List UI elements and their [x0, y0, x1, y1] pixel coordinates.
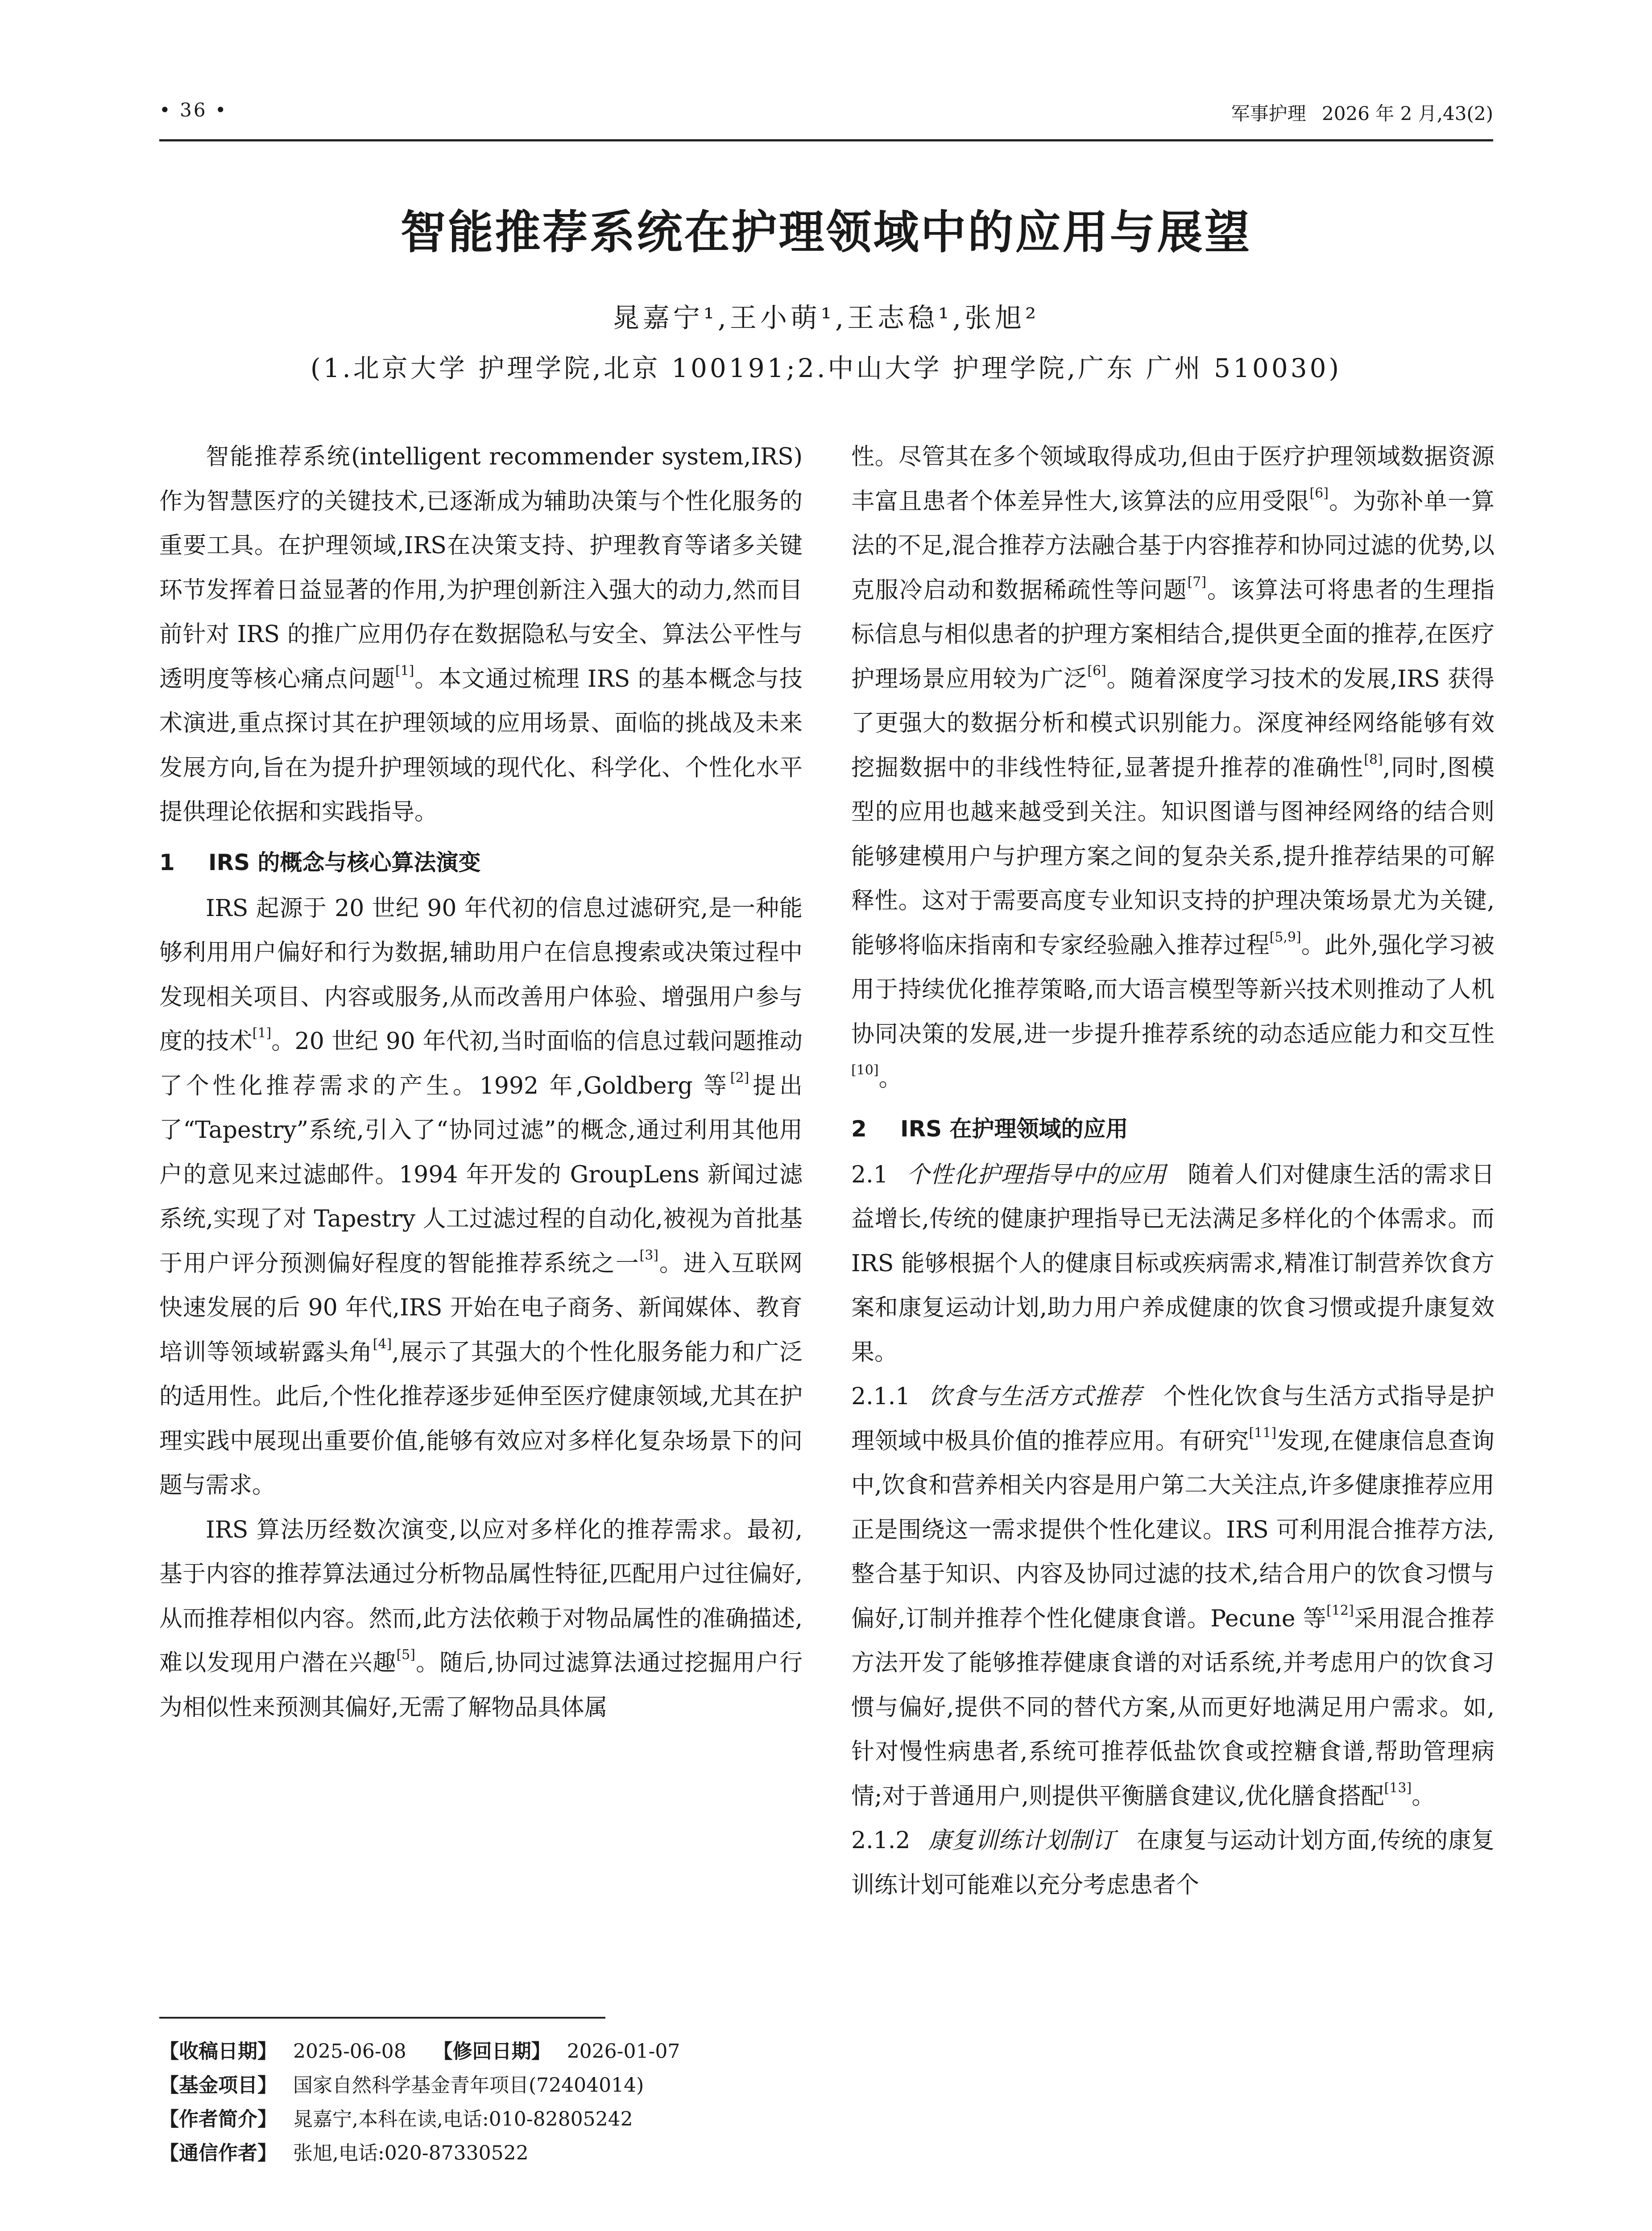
- right-column: [851, 435, 1495, 1908]
- body-paragraph: IRS 起源于 20 世纪 90 年代初的信息过滤研究,是一种能够利用用户偏好和行为数据,辅助用户在信息搜索或决策过程中发现相关项目、内容或服务,从而改善用户体验、增强用户参与度的技术[1]。20 世纪 90 年代初,当时面临的信息过载问题推动了个性化推荐需求的产生。1992 年,Goldberg 等[2]提出了“Tapestry”系统,引入了“协同过滤”的概念,通过利用其他用户的意见来过滤邮件。1994 年开发的 GroupLens 新闻过滤系统,实现了对 Tapestry 人工过滤过程的自动化,被视为首批基于用户评分预测偏好程度的智能推荐系统之一[3]。进入互联网快速发展的后 90 年代,IRS 开始在电子商务、新闻媒体、教育培训等领域崭露头角[4],展示了其强大的个性化服务能力和广泛的适用性。此后,个性化推荐逐步延伸至医疗健康领域,尤其在护理实践中展现出重要价值,能够有效应对多样化复杂场景下的问题与需求。: [159, 895, 803, 1499]
- subsection-2-1: 2.1 个性化护理指导中的应用 随着人们对健康生活的需求日益增长,传统的健康护理指导已无法满足多样化的个体需求。而 IRS 能够根据个人的健康目标或疾病需求,精准订制营养饮食方案和康复运动计划,助力用户养成健康的饮食习惯或提升康复效果。: [851, 1161, 1495, 1366]
- citation: [10]: [851, 1062, 879, 1078]
- author-list: 晁嘉宁¹,王小萌¹,王志稳¹,张旭²: [612, 303, 1040, 334]
- footnote-dates: 【收稿日期】 2025-06-08 【修回日期】 2026-01-07: [159, 2040, 680, 2063]
- left-column: [159, 435, 803, 1730]
- revised-date: 2026-01-07: [567, 2040, 680, 2063]
- received-date: 2025-06-08: [293, 2040, 406, 2063]
- citation: [3]: [639, 1247, 659, 1263]
- citation: [12]: [1326, 1602, 1354, 1618]
- citation: [11]: [1249, 1425, 1277, 1441]
- section-heading-2: 2 IRS 在护理领域的应用: [851, 1116, 1128, 1142]
- section-heading-1: 1 IRS 的概念与核心算法演变: [159, 849, 481, 875]
- subsection-2-1-2: 2.1.2 康复训练计划制订 在康复与运动计划方面,传统的康复训练计划可能难以充分考虑患者个: [851, 1827, 1495, 1899]
- journal-info: [1221, 99, 1493, 126]
- body-paragraph: 性。尽管其在多个领域取得成功,但由于医疗护理领域数据资源丰富且患者个体差异性大,该算法的应用受限[6]。为弥补单一算法的不足,混合推荐方法融合基于内容推荐和协同过滤的优势,以克服冷启动和数据稀疏性等问题[7]。该算法可将患者的生理指标信息与相似患者的护理方案相结合,提供更全面的推荐,在医疗护理场景应用较为广泛[6]。随着深度学习技术的发展,IRS 获得了更强大的数据分析和模式识别能力。深度神经网络能够有效挖掘数据中的非线性特征,显著提升推荐的准确性[8],同时,图模型的应用也越来越受到关注。知识图谱与图神经网络的结合则能够建模用户与护理方案之间的复杂关系,提升推荐结果的可解释性。这对于需要高度专业知识支持的护理决策场景尤为关键,能够将临床指南和专家经验融入推荐过程[5,9]。此外,强化学习被用于持续优化推荐策略,而大语言模型等新兴技术则推动了人机协同决策的发展,进一步提升推荐系统的动态适应能力和交互性[10]。: [851, 444, 1495, 1092]
- citation: [1]: [252, 1025, 272, 1041]
- citation: [1]: [395, 663, 414, 679]
- body-paragraph: IRS 算法历经数次演变,以应对多样化的推荐需求。最初,基于内容的推荐算法通过分析物品属性特征,匹配用户过往偏好,从而推荐相似内容。然而,此方法依赖于对物品属性的准确描述,难以发现用户潜在兴趣[5]。随后,协同过滤算法通过挖掘用户行为相似性来预测其偏好,无需了解物品具体属: [159, 1516, 803, 1721]
- citation: [4]: [373, 1336, 392, 1352]
- page-number: • 36 •: [159, 99, 228, 121]
- footnote-rule: [159, 2017, 605, 2019]
- citation: [8]: [1364, 751, 1383, 767]
- citation: [13]: [1384, 1780, 1412, 1796]
- header-rule: [159, 139, 1493, 141]
- footnote-author: 【作者简介】 晁嘉宁,本科在读,电话:010-82805242: [159, 2108, 633, 2131]
- footnote-corresponding: 【通信作者】 张旭,电话:020-87330522: [159, 2142, 529, 2165]
- article-title: 智能推荐系统在护理领域中的应用与展望: [400, 206, 1252, 259]
- article-footnotes: [159, 2035, 803, 2170]
- citation: [5,9]: [1269, 929, 1301, 945]
- intro-paragraph: 智能推荐系统(intelligent recommender system,IRS)作为智慧医疗的关键技术,已逐渐成为辅助决策与个性化服务的重要工具。在护理领域,IRS在决策支持、护理教育等诸多关键环节发挥着日益显著的作用,为护理创新注入强大的动力,然而目前针对 IRS 的推广应用仍存在数据隐私与安全、算法公平性与透明度等核心痛点问题[1]。本文通过梳理 IRS 的基本概念与技术演进,重点探讨其在护理领域的应用场景、面临的挑战及未来发展方向,旨在为提升护理领域的现代化、科学化、个性化水平提供理论依据和实践指导。: [159, 444, 803, 825]
- footnote-fund: 【基金项目】 国家自然科学基金青年项目(72404014): [159, 2074, 644, 2097]
- citation: [6]: [1087, 663, 1106, 679]
- citation: [2]: [730, 1070, 749, 1086]
- citation: [6]: [1309, 485, 1329, 501]
- subsection-2-1-1: 2.1.1 饮食与生活方式推荐 个性化饮食与生活方式指导是护理领域中极具价值的推荐应用。有研究[11]发现,在健康信息查询中,饮食和营养相关内容是用户第二大关注点,许多健康推荐应用正是围绕这一需求提供个性化建议。IRS 可利用混合推荐方法,整合基于知识、内容及协同过滤的技术,结合用户的饮食习惯与偏好,订制并推荐个性化健康食谱。Pecune 等[12]采用混合推荐方法开发了能够推荐健康食谱的对话系统,并考虑用户的饮食习惯与偏好,提供不同的替代方案,从而更好地满足用户需求。如,针对慢性病患者,系统可推荐低盐饮食或控糖食谱,帮助管理病情;对于普通用户,则提供平衡膳食建议,优化膳食搭配[13]。: [851, 1383, 1495, 1810]
- journal-issue: 2026 年 2 月,43(2): [1322, 103, 1493, 124]
- citation: [5]: [396, 1647, 415, 1663]
- page-header: [159, 99, 1493, 126]
- journal-name: 军事护理: [1231, 103, 1306, 124]
- citation: [7]: [1187, 574, 1207, 590]
- affiliations: (1.北京大学 护理学院,北京 100191;2.中山大学 护理学院,广东 广州 510030): [310, 353, 1342, 383]
